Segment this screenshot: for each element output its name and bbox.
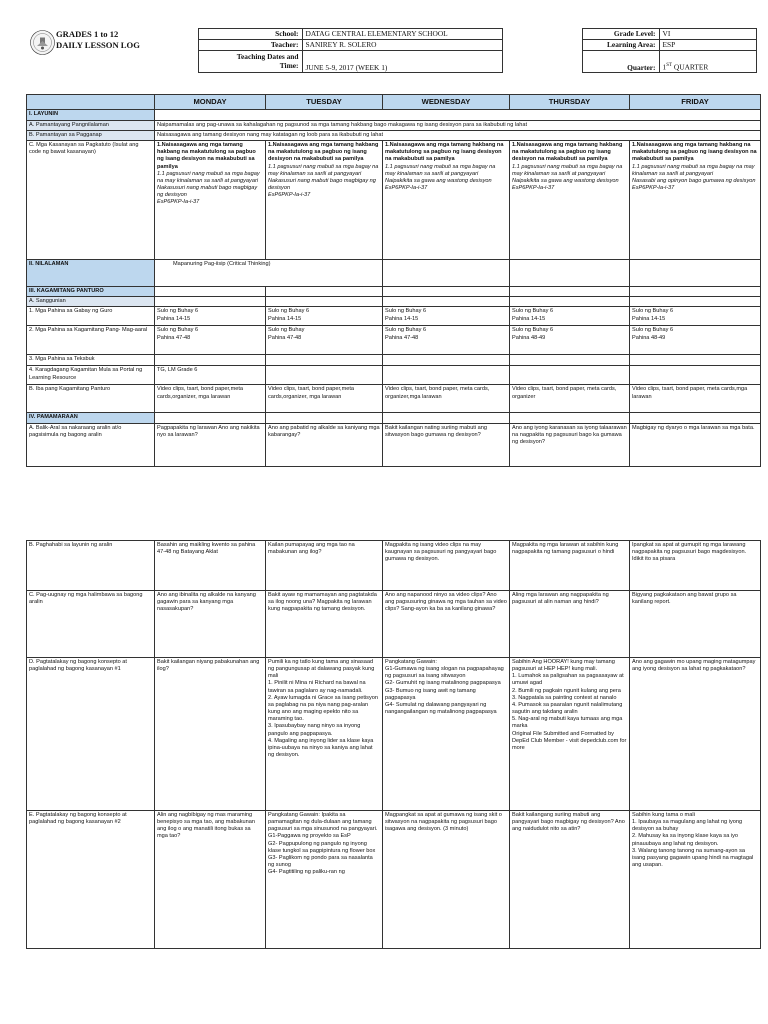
pagtatalakay-1-monday: Bakit kailangan niyang pabakunahan ang ilog?	[155, 658, 266, 811]
kagamitang-mag-aaral-label: 2. Mga Pahina sa Kagamitang Pang- Mag-aaral	[27, 326, 155, 355]
grade-value: VI	[659, 29, 756, 40]
pagtatalakay-2-monday: Alin ang nagbibigay ng mas maraming benepisyo sa mga tao, ang mabakunan ang ilog o ang manatili itong bukas sa mga tao?	[155, 811, 266, 949]
pamantayan-sa-pagganap-text: Naisasagawa ang tamang desisyon nang may katatagan ng loob para sa ikabubuti ng lahat	[155, 130, 761, 140]
pagtatalakay-2-label: E. Pagtatalakay ng bagong konsepto at paglalahad ng bagong kasanayan #2	[27, 811, 155, 949]
pag-uugnay-thursday: Aling mga larawan ang nagpapakita ng pagsusuri at alin naman ang hindi?	[510, 591, 630, 658]
karagdagang-monday: TG, LM Grade 6	[155, 366, 266, 385]
lesson-table-page2	[26, 540, 761, 949]
balik-aral-label: A. Balik-Aral sa nakaraang aralin at/o pagsisimula ng bagong aralin	[27, 423, 155, 466]
iba-monday: Video clips, tsart, bond paper,meta cards,organizer, mga larawan	[155, 385, 266, 413]
day-header-tuesday: TUESDAY	[266, 95, 383, 110]
pag-uugnay-friday: Bigyang pagkakataon ang bawat grupo sa kanilang report.	[630, 591, 761, 658]
pag-uugnay-label: C. Pag-uugnay ng mga halimbawa sa bagong aralin	[27, 591, 155, 658]
area-value: ESP	[659, 40, 756, 51]
gabay-monday: Sulo ng Buhay 6 Pahina 14-15	[155, 307, 266, 326]
kagamitang-panturo-label: III. KAGAMITANG PANTURO	[27, 287, 155, 297]
gabay-tuesday: Sulo ng Buhay 6 Pahina 14-15	[266, 307, 383, 326]
kagamitang-thursday: Sulo ng Buhay 6 Pahina 48-49	[510, 326, 630, 355]
teksbuk-label: 3. Mga Pahina sa Teksbuk	[27, 355, 155, 366]
nilalaman-label: II. NILALAMAN	[27, 260, 155, 287]
kagamitang-monday: Sulo ng Buhay 6 Pahina 47-48	[155, 326, 266, 355]
lesson-table-page1	[26, 94, 761, 467]
gabay-friday: Sulo ng Buhay 6 Pahina 14-15	[630, 307, 761, 326]
day-header-wednesday: WEDNESDAY	[383, 95, 510, 110]
dates-label: Teaching Dates and Time:	[198, 51, 302, 73]
iba-friday: Video clips, tsart, bond paper, meta cards,mga larawan	[630, 385, 761, 413]
balik-friday: Magbigay ng dyaryo o mga larawan sa mga bata.	[630, 423, 761, 466]
teacher-value: SANIREY R. SOLERO	[302, 40, 502, 51]
day-header-thursday: THURSDAY	[510, 95, 630, 110]
kasanayan-label: C. Mga Kasanayan sa Pagkatuto (Isulat ang code ng bawat kasanayan)	[27, 141, 155, 260]
pagtatalakay-1-tuesday: Pumili ka ng tatlo kung tama ang sinasaad ng pangungusap at dalawang pasyak kung mali 1. Pinilit ni Mina ni Richard na bawal na tawiran sa paglalaro ay nag-namadali. 2. Ayaw lumagda ni Grace sa isang petisyon sa paglabag na pa niya nang pag-aralan kung ano ang maging epekto nito sa maraming tao. 3. Ipasubaybay nang ninyo sa inyong pangulo ang pagpapasya. 4. Magaling ang inyong lider sa klase kaya ipina-uubaya na ninyo sa kaniya ang lahat ng desisyon.	[266, 658, 383, 811]
nilalaman-text: Mapanuring Pag-iisip (Critical Thinking)	[155, 260, 383, 287]
corner-cell	[27, 95, 155, 110]
balik-tuesday: Ano ang pabatid ng alkalde sa kaniyang mga kabarangay?	[266, 423, 383, 466]
paghahabi-monday: Basahin ang maikling kwento sa pahina 47-48 ng Batayang Aklat	[155, 541, 266, 591]
pag-uugnay-monday: Ano ang ibinalita ng alkalde na kanyang gagawin para sa kanyang mga nasasakupan?	[155, 591, 266, 658]
kasanayan-monday: 1.Naisasagawa ang mga tamang hakbang na makatutulong sa pagbuo ng isang desisyon na makabubuti sa pamilya 1.1 pagsusuri nang mabuti sa mga bagay na may kinalaman sa sarili at pangyayari Nakasusuri nang mabuti bago magbigay ng desisyon EsP6PKP-Ia-i-37	[155, 141, 266, 260]
quarter-label: Quarter:	[582, 51, 659, 73]
kagamitang-friday: Sulo ng Buhay 6 Pahina 48-49	[630, 326, 761, 355]
layunin-label: I. LAYUNIN	[27, 109, 155, 120]
sanggunian-label: A. Sanggunian	[27, 297, 155, 307]
pag-uugnay-tuesday: Bakit ayaw ng mamamayan ang pagtatakda sa ilog noong una? Magpakita ng larawan kung nagpapakita ng tamang desisyon.	[266, 591, 383, 658]
kagamitang-wednesday: Sulo ng Buhay 6 Pahina 47-48	[383, 326, 510, 355]
title-grades: GRADES 1 to 12	[56, 28, 119, 39]
paghahabi-wednesday: Magpakita ng isang video clips na may kaugnayan sa pagsusuri ng pangyayari bago gumawa ng desisyon.	[383, 541, 510, 591]
pagtatalakay-1-label: D. Pagtatalakay ng bagong konsepto at paglalahad ng bagong kasanayan #1	[27, 658, 155, 811]
school-label: School:	[198, 29, 302, 40]
iba-thursday: Video clips, tsart, bond paper, meta cards, organizer	[510, 385, 630, 413]
kasanayan-friday: 1.Naisasagawa ang mga tamang hakbang na makatutulong sa pagbuo ng isang desisyon na makabubuti sa pamilya 1.1 pagsusuri nang mabuti sa mga bagay na may kinalaman sa sarili at pangyayari Nasasabi ang opinyon bago gumawa ng desisyon EsP6PKP-Ia-i-37	[630, 141, 761, 260]
grade-label: Grade Level:	[582, 29, 659, 40]
karagdagang-label: 4. Karagdagang Kagamitan Mula sa Portal ng Learning Resource	[27, 366, 155, 385]
pagtatalakay-2-wednesday: Magpangkat sa apat at gumawa ng isang skit o sitwasyon na nagpapakita ng pagsusuri bago isagawa ang desisyon. (3 minuto)	[383, 811, 510, 949]
title-daily-lesson-log: DAILY LESSON LOG	[56, 39, 140, 50]
pagtatalakay-2-tuesday: Pangkatang Gawain: Ipakita sa pamamagitan ng dula-dulaan ang tamang pagsusuri sa mga sinusunod na pangyayari. G1-Paggawa ng proyekto sa EsP G2- Pagpupulong ng pangulo ng inyong klase tungkol sa pagpipintura ng flower box G3- Paglikom ng pondo para sa nasalanta ng sunog G4- Pagtitiling ng paliku-ran ng	[266, 811, 383, 949]
pagtatalakay-2-thursday: Bakit kailangang suriing mabuti ang pangyayari bago magbigay ng desisyon? Ano ang naidudulot nito sa atin?	[510, 811, 630, 949]
teacher-label: Teacher:	[198, 40, 302, 51]
gabay-label: 1. Mga Pahina sa Gabay ng Guro	[27, 307, 155, 326]
balik-monday: Pagpapakita ng larawan Ano ang nakikita nyo sa larawan?	[155, 423, 266, 466]
pagtatalakay-1-thursday: Sabihin Ang HOORAY! kung may tamang pagsusuri at HEP HEP! kung mali. 1. Lumahok sa paligsahan sa pagsasayaw at umuwi agad 2. Bumili ng pagkain ngunit kulang ang pera 3. Nagpatala sa painting contest at nanalo 4. Pumasok sa paaralan ngunit nalalimutang sagutin ang takdang aralin 5. Nag-aral ng mabuti kaya tumaas ang mga marka Original File Submitted and Formatted by DepEd Club Member - visit depedclub.com for more	[510, 658, 630, 811]
paghahabi-friday: Ipangkat sa apat at gumupit ng mga larawang nagpapakita ng pagsusuri bago magdesisyon. Idikit ito sa pisara	[630, 541, 761, 591]
kasanayan-thursday: 1.Naisasagawa ang mga tamang hakbang na makatutulong sa pagbuo ng isang desisyon na makabubuti sa pamilya 1.1 pagsusuri nang mabuti sa mga bagay na may kinalaman sa sarili at pangyayari Naipakikita sa gawa ang wastong desisyon EsP6PKP-Ia-i-37	[510, 141, 630, 260]
header-table	[22, 28, 757, 73]
dates-value: JUNE 5-9, 2017 (WEEK 1)	[302, 51, 502, 73]
kasanayan-wednesday: 1.Naisasagawa ang mga tamang hakbang na makatutulong sa pagbuo ng isang desisyon na makabubuti sa pamilya 1.1 pagsusuri nang mabuti sa mga bagay na may kinalaman sa sarili at pangyayari Naipakikita sa gawa ang wastong desisyon EsP6PKP-Ia-i-37	[383, 141, 510, 260]
pag-uugnay-wednesday: Ano ang napanood ninyo sa video clips? Ano ang pagsusuring ginawa ng mga tauhan sa video clips? Sang-ayon ka ba sa kanilang ginawa?	[383, 591, 510, 658]
pamantayan-sa-pagganap-label: B. Pamantayan sa Pagganap	[27, 130, 155, 140]
iba-pang-kagamitan-label: B. Iba pang Kagamitang Panturo	[27, 385, 155, 413]
paghahabi-thursday: Magpakita ng mga larawan at sabihin kung nagpapakita ng tamang pagsusuri o hindi	[510, 541, 630, 591]
iba-tuesday: Video clips, tsart, bond paper,meta cards,organizer, mga larawan	[266, 385, 383, 413]
kagamitang-tuesday: Sulo ng Buhay Pahina 47-48	[266, 326, 383, 355]
paghahabi-tuesday: Kailan pumapayag ang mga tao na mabakunan ang ilog?	[266, 541, 383, 591]
kasanayan-tuesday: 1.Naisasagawa ang mga tamang hakbang na makatutulong sa pagbuo ng isang desisyon na makabubuti sa pamilya 1.1 pagsusuri nang mabuti sa mga bagay na may kinalaman sa sarili at pangyayari Nakasusuri nang mabuti bago magbigay ng desisyon EsP6PKP-Ia-i-37	[266, 141, 383, 260]
iba-wednesday: Video clips, tsart, bond paper, meta cards, organizer,mga larawan	[383, 385, 510, 413]
pamamaraan-label: IV. PAMAMARAAN	[27, 413, 155, 423]
balik-wednesday: Bakit kailangan nating suriing mabuti ang sitwasyon bago gumawa ng desisyon?	[383, 423, 510, 466]
day-header-monday: MONDAY	[155, 95, 266, 110]
pagtatalakay-1-friday: Ano ang gagawin mo upang maging matagumpay ang iyong desisyon sa lahat ng pagkakataon?	[630, 658, 761, 811]
day-header-friday: FRIDAY	[630, 95, 761, 110]
pamantayang-pangnilalaman-text: Naipamamalas ang pag-unawa sa kahalagahan ng pagsunod sa mga tamang hakbang bago makagawa ng isang desisyon para sa ikabubuti ng lahat	[155, 120, 761, 130]
gabay-wednesday: Sulo ng Buhay 6 Pahina 14-15	[383, 307, 510, 326]
paghahabi-label: B. Paghahabi sa layunin ng aralin	[27, 541, 155, 591]
gabay-thursday: Sulo ng Buhay 6 Pahina 14-15	[510, 307, 630, 326]
pagtatalakay-2-friday: Sabihin kung tama o mali 1. Ipaubaya sa magulang ang lahat ng iyong desisyon sa buhay 2. Mahusay ka sa inyong klase kaya sa iyo pinauubaya ang lahat ng desisyon. 3. Walang tanong tanong na sumang-ayon sa isang pasyang gagawin upang hindi na magtagal ang usapan.	[630, 811, 761, 949]
pagtatalakay-1-wednesday: Pangkatang Gawain: G1-Gumawa ng isang slogan na pagpapahayag ng pagsusuri sa isang sitwasyon G2- Gumuhit ng isang matalinong pagpapasya G3- Bumuo ng isang awit ng tamang pagpapasya G4- Sumulat ng dalawang pangyayari ng nangangailangan ng matalinong pagpapasya	[383, 658, 510, 811]
area-label: Learning Area:	[582, 40, 659, 51]
quarter-value: 1ST QUARTER	[659, 51, 756, 73]
balik-thursday: Ano ang iyong karanasan sa iyong talaarawan na nagpakita ng pagsusuri bago ka gumawa ng desisyon?	[510, 423, 630, 466]
school-value: DATAG CENTRAL ELEMENTARY SCHOOL	[302, 29, 502, 40]
pamantayang-pangnilalaman-label: A. Pamantayang Pangnilalaman	[27, 120, 155, 130]
